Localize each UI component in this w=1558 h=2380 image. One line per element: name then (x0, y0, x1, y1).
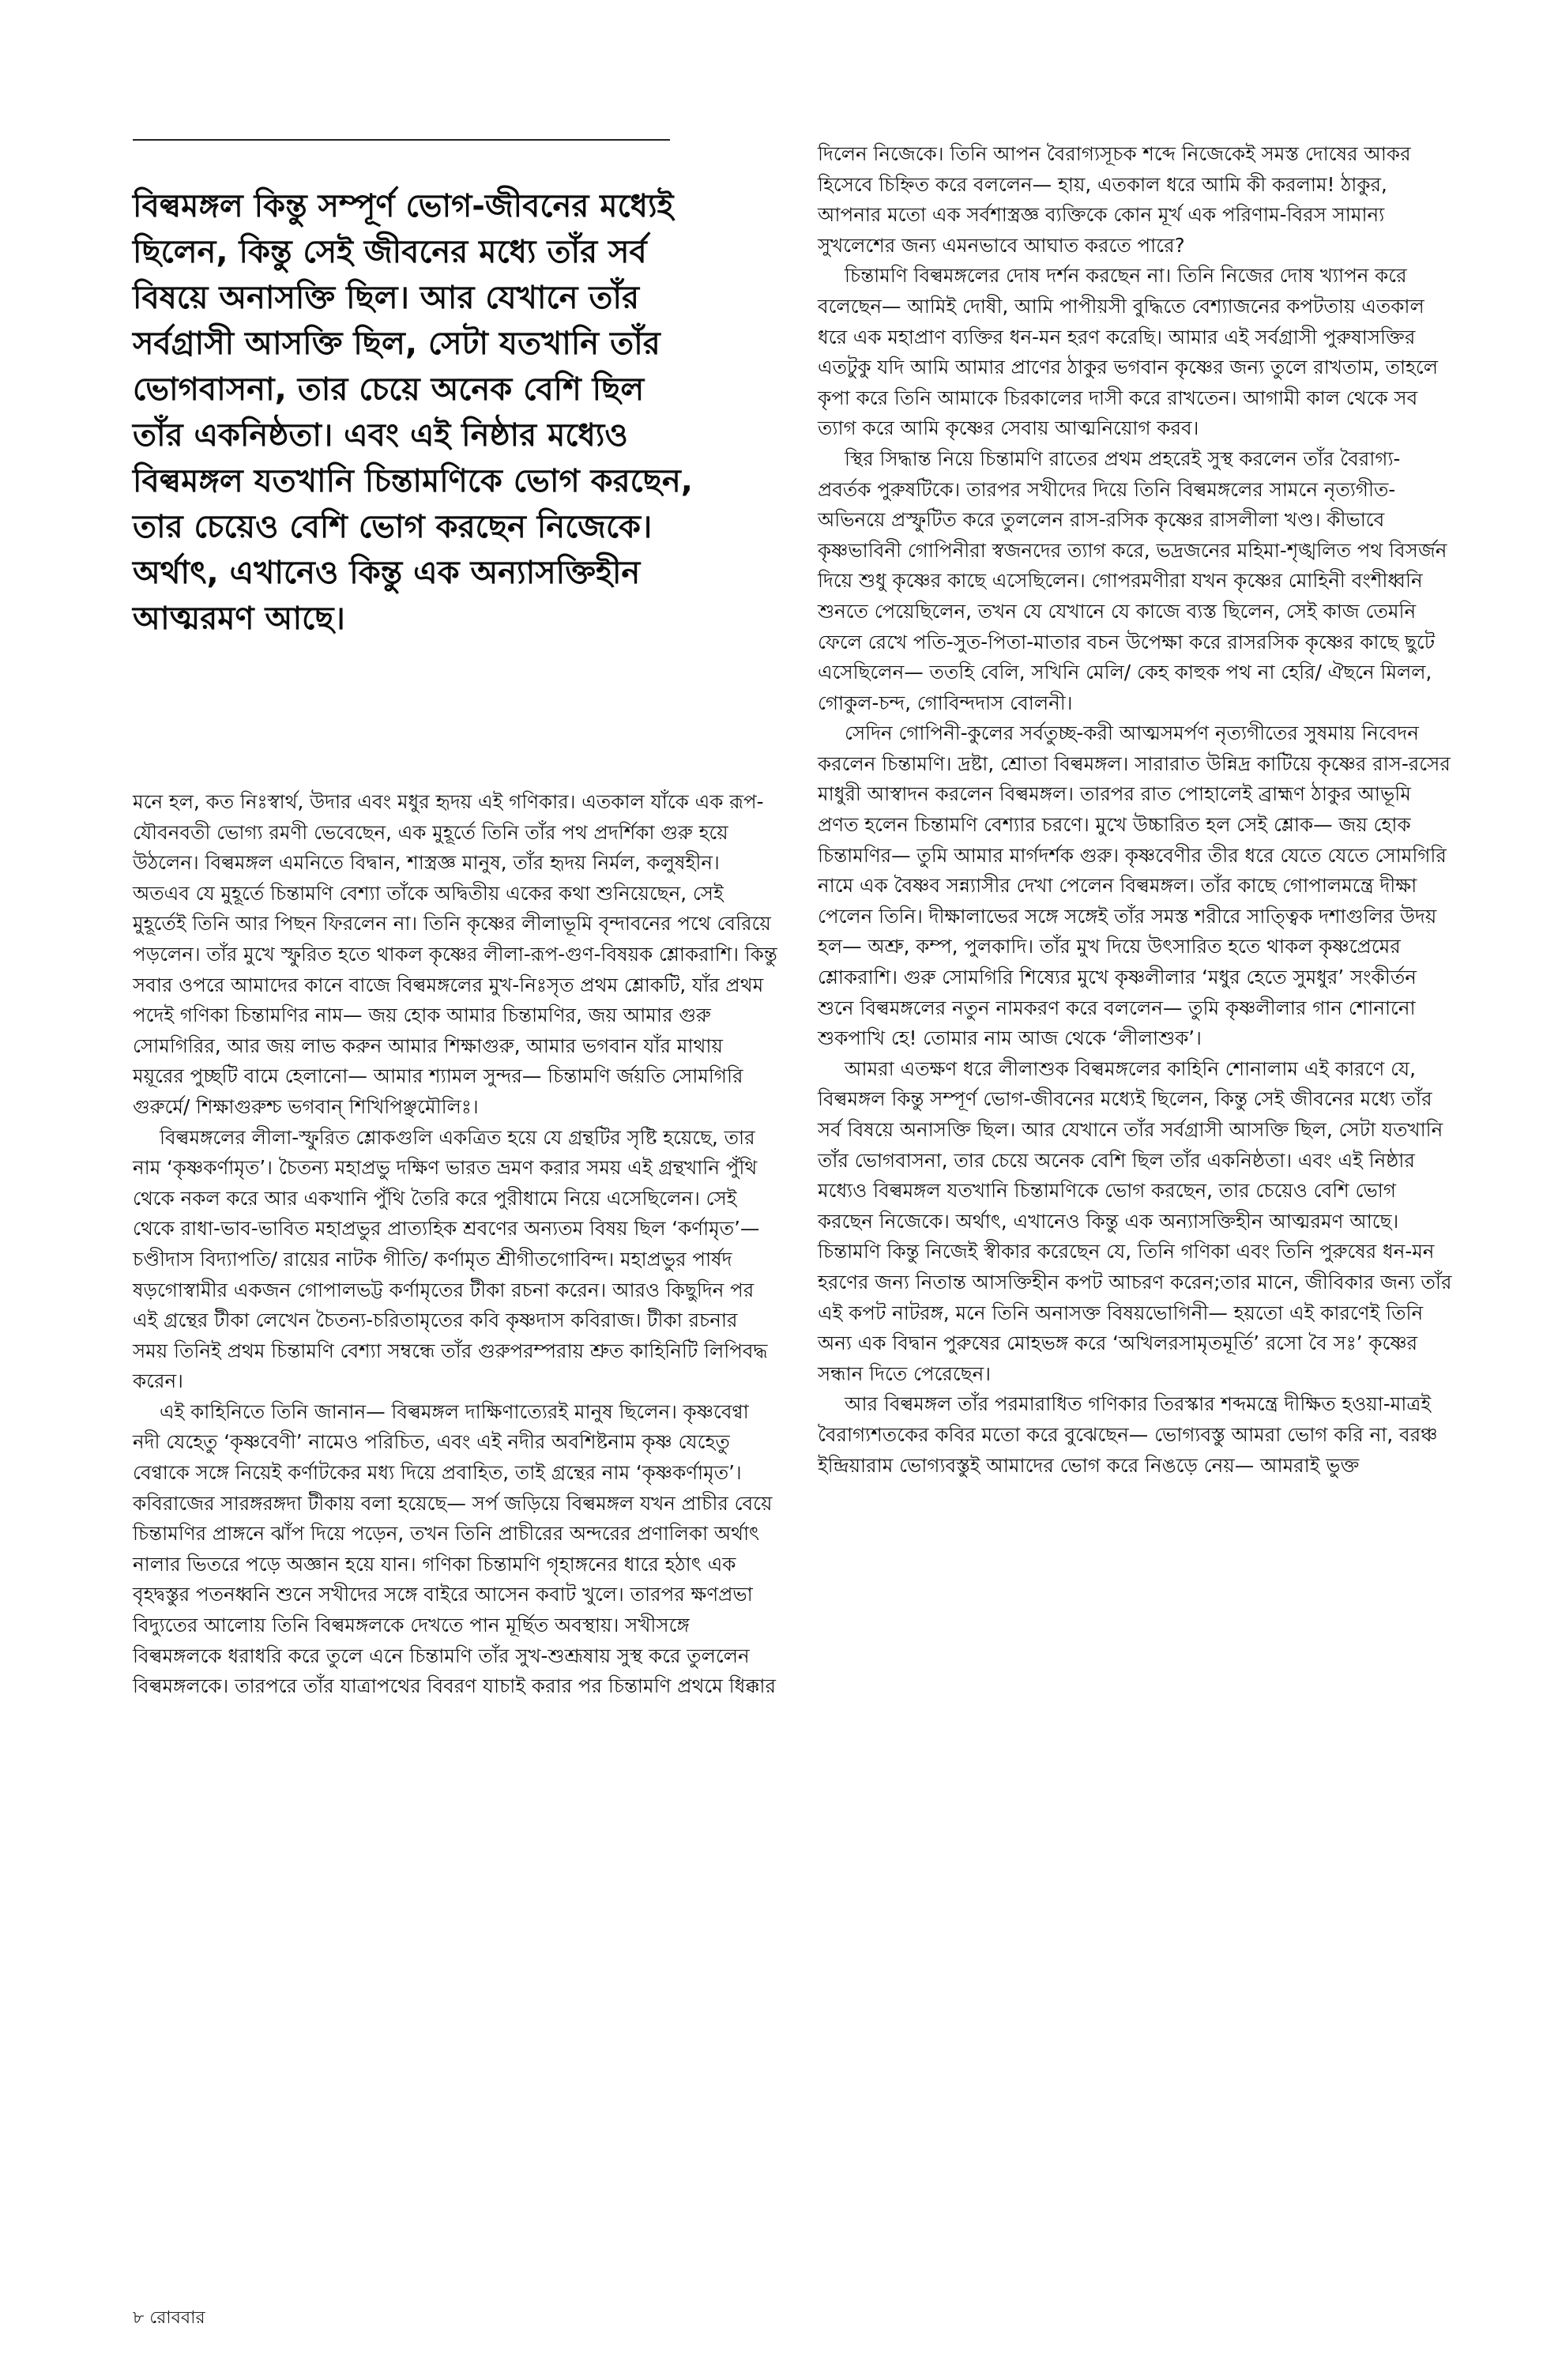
paragraph: স্থির সিদ্ধান্ত নিয়ে চিন্তামণি রাতের প্রথম প্রহরেই সুস্থ করলেন তাঁর বৈরাগ্য-প্রবর্তক পুরুষটিকে। তারপর সখীদের দিয়ে তিনি বিল্বমঙ্গলের সামনে নৃত্যগীত-অভিনয়ে প্রস্ফুটিত করে তুললেন রাস-রসিক কৃষ্ণের রাসলীলা খণ্ড। কীভাবে কৃষ্ণভাবিনী গোপিনীরা স্বজনদের ত্যাগ করে, ভদ্রজনের মহিমা-শৃঙ্খলিত পথ বিসর্জন দিয়ে শুধু কৃষ্ণের কাছে এসেছিলেন। গোপরমণীরা যখন কৃষ্ণের মোহিনী বংশীধ্বনি শুনতে পেয়েছিলেন, তখন যে যেখানে যে কাজে ব্যস্ত ছিলেন, সেই কাজ তেমনি ফেলে রেখে পতি-সুত-পিতা-মাতার বচন উপেক্ষা করে রাসরসিক কৃষ্ণের কাছে ছুটে এসেছিলেন— ততহি বেলি, সখিনি মেলি/ কেহ কাহুক পথ না হেরি/ ঐছনে মিলল, গোকুল-চন্দ, গোবিন্দদাস বোলনী। (818, 446, 1447, 714)
paragraph: চিন্তামণি বিল্বমঙ্গলের দোষ দর্শন করছেন না। তিনি নিজের দোষ খ্যাপন করে বলেছেন— আমিই দোষী, আমি পাপীয়সী বুদ্ধিতে বেশ্যাজনের কপটতায় এতকাল ধরে এক মহাপ্রাণ ব্যক্তির ধন-মন হরণ করেছি। আমার এই সর্বগ্রাসী পুরুষাসক্তির এতটুকু যদি আমি আমার প্রাণের ঠাকুর ভগবান কৃষ্ণের জন্য তুলে রাখতাম, তাহলে কৃপা করে তিনি আমাকে চিরকালের দাসী করে রাখতেন। আগামী কাল থেকে সব ত্যাগ করে আমি কৃষ্ণের সেবায় আত্মনিয়োগ করব। (818, 264, 1439, 440)
top-rule (133, 139, 670, 141)
paragraph: এই কাহিনিতে তিনি জানান— বিল্বমঙ্গল দাক্ষিণাত্যেরই মানুষ ছিলেন। কৃষ্ণবেণ্বা নদী যেহেতু ‘কৃষ্ণবেণী’ নামেও পরিচিত, এবং এই নদীর অবশিষ্টনাম কৃষ্ণ যেহেতু বেণ্বাকে সঙ্গে নিয়েই কর্ণাটকের মধ্য দিয়ে প্রবাহিত, তাই গ্রন্থের নাম ‘কৃষ্ণকর্ণামৃত’। কবিরাজের সারঙ্গরঙ্গদা টীকায় বলা হয়েছে— সর্প জড়িয়ে বিল্বমঙ্গল যখন প্রাচীর বেয়ে চিন্তামণির প্রাঙ্গনে ঝাঁপ দিয়ে পড়েন, তখন তিনি প্রাচীরের অন্দরের প্রণালিকা অর্থাৎ নালার ভিতরে পড়ে অজ্ঞান হয়ে যান। গণিকা চিন্তামণি গৃহাঙ্গনের ধারে হঠাৎ এক বৃহদ্বস্তুর পতনধ্বনি শুনে সখীদের সঙ্গে বাইরে আসেন কবাট খুলে। তারপর ক্ষণপ্রভা বিদ্যুতের আলোয় তিনি বিল্বমঙ্গলকে দেখতে পান মূর্ছিত অবস্থায়। সখীসঙ্গে বিল্বমঙ্গলকে ধরাধরি করে তুলে এনে চিন্তামণি তাঁর সুখ-শুশ্রূষায় সুস্থ করে তুললেন বিল্বমঙ্গলকে। তারপরে তাঁর যাত্রাপথের বিবরণ যাচাই করার পর চিন্তামণি প্রথমে ধিক্কার (133, 1399, 776, 1698)
page-footer: ৮ রোববার (133, 2308, 205, 2328)
paragraph: বিল্বমঙ্গলের লীলা-স্ফুরিত শ্লোকগুলি একত্রিত হয়ে যে গ্রন্থটির সৃষ্টি হয়েছে, তার নাম ‘কৃষ্ণকর্ণামৃত’। চৈতন্য মহাপ্রভু দক্ষিণ ভারত ভ্রমণ করার সময় এই গ্রন্থখানি পুঁথি থেকে নকল করে আর একখানি পুঁথি তৈরি করে পুরীধামে নিয়ে এসেছিলেন। সেই থেকে রাধা-ভাব-ভাবিত মহাপ্রভুর প্রাত্যহিক শ্রবণের অন্যতম বিষয় ছিল ‘কর্ণামৃত’— চণ্ডীদাস বিদ্যাপতি/ রায়ের নাটক গীতি/ কর্ণামৃত শ্রীগীতগোবিন্দ। মহাপ্রভুর পার্ষদ ষড়গোস্বামীর একজন গোপালভট্ট কর্ণামৃতের টীকা রচনা করেন। আরও কিছুদিন পর এই গ্রন্থের টীকা লেখেন চৈতন্য-চরিতামৃতের কবি কৃষ্ণদাস কবিরাজ। টীকা রচনার সময় তিনিই প্রথম চিন্তামণি বেশ্যা সম্বন্ধে তাঁর গুরুপরম্পরায় শ্রুত কাহিনিটি লিপিবদ্ধ করেন। (133, 1125, 768, 1393)
paragraph: সেদিন গোপিনী-কুলের সর্বতুচ্ছ-করী আত্মসমর্পণ নৃত্যগীতের সুষমায় নিবেদন করলেন চিন্তামণি। দ্রষ্টা, শ্রোতা বিল্বমঙ্গল। সারারাত উন্নিদ্র কাটিয়ে কৃষ্ণের রাস-রসের মাধুরী আস্বাদন করলেন বিল্বমঙ্গল। তারপর রাত পোহালেই ব্রাহ্মণ ঠাকুর আভূমি প্রণত হলেন চিন্তামণি বেশ্যার চরণে। মুখে উচ্চারিত হল সেই শ্লোক— জয় হোক চিন্তামণির— তুমি আমার মার্গদর্শক গুরু। কৃষ্ণবেণীর তীর ধরে যেতে যেতে সোমগিরি নামে এক বৈষ্ণব সন্ন্যাসীর দেখা পেলেন বিল্বমঙ্গল। তাঁর কাছে গোপালমন্ত্রে দীক্ষা পেলেন তিনি। দীক্ষালাভের সঙ্গে সঙ্গেই তাঁর সমস্ত শরীরে সাত্ত্বিক দশাগুলির উদয় হল— অশ্রু, কম্প, পুলকাদি। তাঁর মুখ দিয়ে উৎসারিত হতে থাকল কৃষ্ণপ্রেমের শ্লোকরাশি। গুরু সোমগিরি শিষ্যের মুখে কৃষ্ণলীলার ‘মধুর হেতে সুমধুর’ সংকীর্তন শুনে বিল্বমঙ্গলের নতুন নামকরণ করে বললেন— তুমি কৃষ্ণলীলার গান শোনানো শুকপাখি হে! তোমার নাম আজ থেকে ‘লীলাশুক’। (818, 721, 1451, 1050)
paragraph: দিলেন নিজেকে। তিনি আপন বৈরাগ্যসূচক শব্দে নিজেকেই সমস্ত দোষের আকর হিসেবে চিহ্নিত করে বললেন— হায়, এতকাল ধরে আমি কী করলাম! ঠাকুর, আপনার মতো এক সর্বশাস্ত্রজ্ঞ ব্যক্তিকে কোন মূর্খ এক পরিণাম-বিরস সামান্য সুখলেশের জন্য এমনভাবে আঘাত করতে পারে? (818, 142, 1411, 257)
paragraph: আর বিল্বমঙ্গল তাঁর পরমারাধিত গণিকার তিরস্কার শব্দমন্ত্রে দীক্ষিত হওয়া-মাত্রই বৈরাগ্যশতকের কবির মতো করে বুঝেছেন— ভোগ্যবস্তু আমরা ভোগ করি না, বরঞ্চ ইন্দ্রিয়ারাম ভোগ্যবস্তুই আমাদের ভোগ করে নিঙড়ে নেয়— আমরাই ভুক্ত (818, 1392, 1438, 1477)
paragraph: মনে হল, কত নিঃস্বার্থ, উদার এবং মধুর হৃদয় এই গণিকার। এতকাল যাঁকে এক রূপ-যৌবনবতী ভোগ্য রমণী ভেবেছেন, এক মুহূর্তে তিনি তাঁর পথ প্রদর্শিকা গুরু হয়ে উঠলেন। বিল্বমঙ্গল এমনিতে বিদ্বান, শাস্ত্রজ্ঞ মানুষ, তাঁর হৃদয় নির্মল, কলুষহীন। অতএব যে মুহূর্তে চিন্তামণি বেশ্যা তাঁকে অদ্বিতীয় একের কথা শুনিয়েছেন, সেই মুহূর্তেই তিনি আর পিছন ফিরলেন না। তিনি কৃষ্ণের লীলাভূমি বৃন্দাবনের পথে বেরিয়ে পড়লেন। তাঁর মুখে স্ফুরিত হতে থাকল কৃষ্ণের লীলা-রূপ-গুণ-বিষয়ক শ্লোকরাশি। কিন্তু সবার ওপরে আমাদের কানে বাজে বিল্বমঙ্গলের মুখ-নিঃসৃত প্রথম শ্লোকটি, যাঁর প্রথম পদেই গণিকা চিন্তামণির নাম— জয় হোক আমার চিন্তামণির, জয় আমার গুরু সোমগিরির, আর জয় লাভ করুন আমার শিক্ষাগুরু, আমার ভগবান যাঁর মাথায় ময়ূরের পুচ্ছটি বামে হেলানো— আমার শ্যামল সুন্দর— চিন্তামণি র্জয়তি সোমগিরি গুরুর্মে/ শিক্ষাগুরুশ্চ ভগবান্‌ শিখিপিঞ্ছমৌলিঃ। (133, 790, 777, 1118)
pull-quote: বিল্বমঙ্গল কিন্তু সম্পূর্ণ ভোগ-জীবনের মধ্যেই ছিলেন, কিন্তু সেই জীবনের মধ্যে তাঁর সর্ব বিষয়ে অনাসক্তি ছিল। আর যেখানে তাঁর সর্বগ্রাসী আসক্তি ছিল, সেটা যতখানি তাঁর ভোগবাসনা, তার চেয়ে অনেক বেশি ছিল তাঁর একনিষ্ঠতা। এবং এই নিষ্ঠার মধ্যেও বিল্বমঙ্গল যতখানি চিন্তামণিকে ভোগ করছেন, তার চেয়েও বেশি ভোগ করছেন নিজেকে। অর্থাৎ, এখানেও কিন্তু এক অন্যাসক্তিহীন আত্মরমণ আছে। (133, 188, 693, 637)
paragraph: আমরা এতক্ষণ ধরে লীলাশুক বিল্বমঙ্গলের কাহিনি শোনালাম এই কারণে যে, বিল্বমঙ্গল কিন্তু সম্পূর্ণ ভোগ-জীবনের মধ্যেই ছিলেন, কিন্তু সেই জীবনের মধ্যে তাঁর সর্ব বিষয়ে অনাসক্তি ছিল। আর যেখানে তাঁর সর্বগ্রাসী আসক্তি ছিল, সেটা যতখানি তাঁর ভোগবাসনা, তার চেয়ে অনেক বেশি ছিল তাঁর একনিষ্ঠতা। এবং এই নিষ্ঠার মধ্যেও বিল্বমঙ্গল যতখানি চিন্তামণিকে ভোগ করছেন, তার চেয়েও বেশি ভোগ করছেন নিজেকে। অর্থাৎ, এখানেও কিন্তু এক অন্যাসক্তিহীন আত্মরমণ আছে। চিন্তামণি কিন্তু নিজেই স্বীকার করেছেন যে, তিনি গণিকা এবং তিনি পুরুষের ধন-মন হরণের জন্য নিতান্ত আসক্তিহীন কপট আচরণ করেন;তার মানে, জীবিকার জন্য তাঁর এই কপট নাটরঙ্গ, মনে তিনি অনাসক্ত বিষয়ভোগিনী— হয়তো এই কারণেই তিনি অন্য এক বিদ্বান পুরুষের মোহভঙ্গ করে ‘অখিলরসামৃতমূর্তি’ রসো বৈ সঃ’ কৃষ্ণের সন্ধান দিতে পেরেছেন। (818, 1056, 1452, 1385)
right-column (818, 139, 1452, 1481)
left-column (133, 787, 777, 1702)
